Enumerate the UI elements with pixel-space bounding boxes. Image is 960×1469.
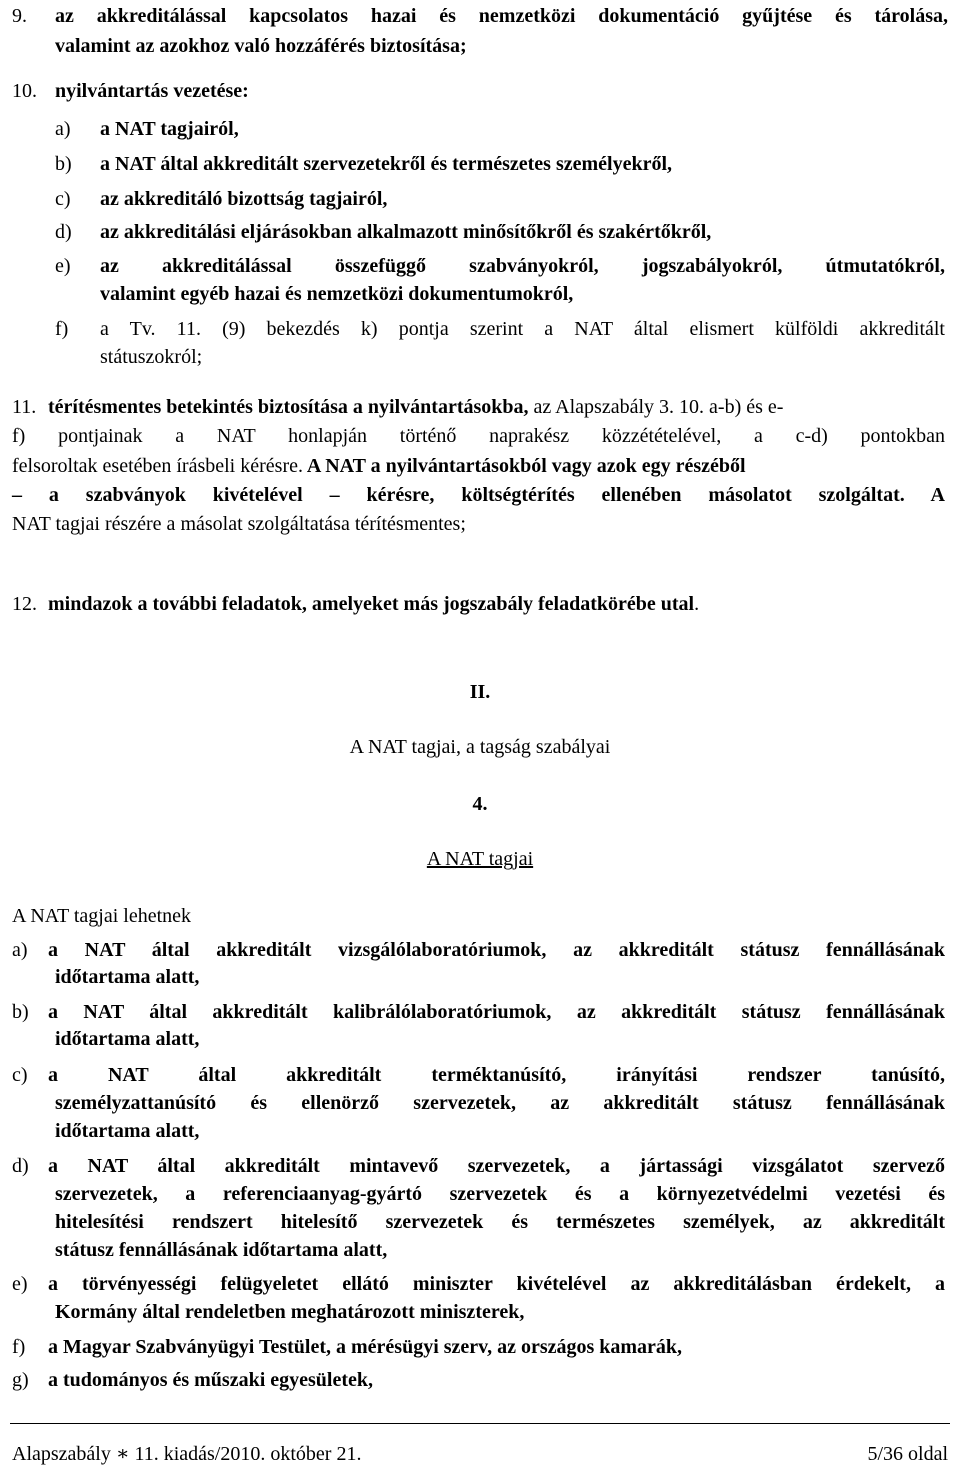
member-d-line-1: a NAT által akkreditált mintavevő szervezetek, a jártassági vizsgálatot szervező <box>48 1155 945 1177</box>
item-10-a-letter: a) <box>55 118 71 140</box>
footer-page-number: 5/36 oldal <box>867 1443 948 1465</box>
item-10-c-text: az akkreditáló bizottság tagjairól, <box>100 188 388 210</box>
member-c-letter: c) <box>12 1064 28 1086</box>
item-10-number: 10. <box>12 80 37 102</box>
member-c-line-3: időtartama alatt, <box>55 1120 200 1142</box>
item-12-text: mindazok a további feladatok, amelyeket más jogszabály feladatkörébe utal <box>48 593 695 615</box>
footer-edition: 11. kiadás/2010. október 21. <box>134 1443 362 1465</box>
member-d-line-4: státusz fennállásának időtartama alatt, <box>55 1239 388 1261</box>
member-a-line-2: időtartama alatt, <box>55 966 200 988</box>
item-11-line-5: NAT tagjai részére a másolat szolgáltatása térítésmentes; <box>12 513 466 535</box>
section-title: A NAT tagjai, a tagság szabályai <box>349 736 611 758</box>
item-10-b-letter: b) <box>55 153 72 175</box>
item-11-normal-1: az Alapszabály 3. 10. a-b) és e- <box>528 396 784 418</box>
item-11-line-2: f) pontjainak a NAT honlapján történő naprakész közzétételével, a c-d) pontokban <box>12 425 945 447</box>
item-10-f-text: a Tv. 11. (9) bekezdés k) pontja szerint a NAT által elismert külföldi akkreditált <box>100 318 945 340</box>
item-9-number: 9. <box>12 5 27 27</box>
member-c-line-1: a NAT által akkreditált terméktanúsító, irányítási rendszer tanúsító, <box>48 1064 945 1086</box>
member-f-line-1: a Magyar Szabványügyi Testület, a mérésügyi szerv, az országos kamarák, <box>48 1336 683 1358</box>
member-d-letter: d) <box>12 1155 29 1177</box>
item-11-number: 11. <box>12 396 37 418</box>
item-10-e-text-2: valamint egyéb hazai és nemzetközi dokumentumokról, <box>100 283 574 305</box>
item-10-title: nyilvántartás vezetése: <box>55 80 249 102</box>
item-11-line-3 <box>12 452 945 480</box>
item-11-line-3-bold: A NAT a nyilvántartásokból vagy azok egy részéből <box>302 455 746 477</box>
member-f-letter: f) <box>12 1336 26 1358</box>
item-10-e-letter: e) <box>55 255 71 277</box>
item-10-c-letter: c) <box>55 188 71 210</box>
item-9-line-1: az akkreditálással kapcsolatos hazai és nemzetközi dokumentáció gyűjtése és tárolása, <box>55 5 948 27</box>
member-g-letter: g) <box>12 1369 29 1391</box>
member-c-line-2: személyzattanúsító és ellenörző szervezetek, az akkreditált státusz fennállásának <box>55 1092 945 1114</box>
member-a-line-1: a NAT által akkreditált vizsgálólaboratóriumok, az akkreditált státusz fennállásának <box>48 939 945 961</box>
members-intro: A NAT tagjai lehetnek <box>12 905 192 927</box>
member-b-line-1: a NAT által akkreditált kalibrálólaboratóriumok, az akkreditált státusz fennállásának <box>48 1001 945 1023</box>
footer-star-icon: ∗ <box>115 1443 130 1465</box>
item-10-b-text: a NAT által akkreditált szervezetekről és természetes személyekről, <box>100 153 673 175</box>
member-d-line-2: szervezetek, a referenciaanyag-gyártó szervezetek és a környezetvédelmi vezetési és <box>55 1183 945 1205</box>
item-10-f-text-2: státuszokról; <box>100 346 203 368</box>
item-10-d-letter: d) <box>55 221 72 243</box>
section-roman: II. <box>469 681 491 703</box>
member-d-line-3: hitelesítési rendszert hitelesítő szervezetek és természetes személyek, az akkreditált <box>55 1211 945 1233</box>
member-e-line-1: a törvényességi felügyeletet ellátó miniszter kivételével az akkreditálásban érdekelt, a <box>48 1273 945 1295</box>
item-11-line-1 <box>48 393 948 421</box>
item-10-f-letter: f) <box>55 318 69 340</box>
item-10-d-text: az akkreditálási eljárásokban alkalmazott minősítőkről és szakértőkről, <box>100 221 712 243</box>
member-g-line-1: a tudományos és műszaki egyesületek, <box>48 1369 374 1391</box>
item-10-e-text: az akkreditálással összefüggő szabványokról, jogszabályokról, útmutatókról, <box>100 255 945 277</box>
item-12-line <box>48 590 699 618</box>
member-b-letter: b) <box>12 1001 29 1023</box>
item-11-line-4: – a szabványok kivételével – kérésre, költségtérítés ellenében másolatot szolgáltat. A <box>12 484 945 506</box>
item-10-a-text: a NAT tagjairól, <box>100 118 239 140</box>
footer-doc-name: Alapszabály <box>12 1443 111 1465</box>
item-12-end: . <box>694 593 700 615</box>
paragraph-title: A NAT tagjai <box>426 848 534 870</box>
paragraph-number: 4. <box>472 793 488 815</box>
member-b-line-2: időtartama alatt, <box>55 1028 200 1050</box>
item-11-line-3-normal: felsoroltak esetében írásbeli kérésre. <box>12 455 303 477</box>
item-12-number: 12. <box>12 593 37 615</box>
member-e-letter: e) <box>12 1273 28 1295</box>
item-11-bold-1: térítésmentes betekintés biztosítása a nyilvántartásokba, <box>48 396 529 418</box>
item-9-line-2: valamint az azokhoz való hozzáférés biztosítása; <box>55 35 467 57</box>
member-e-line-2: Kormány által rendeletben meghatározott miniszterek, <box>55 1301 525 1323</box>
member-a-letter: a) <box>12 939 28 961</box>
footer-left <box>12 1440 361 1468</box>
footer-rule <box>10 1423 950 1424</box>
